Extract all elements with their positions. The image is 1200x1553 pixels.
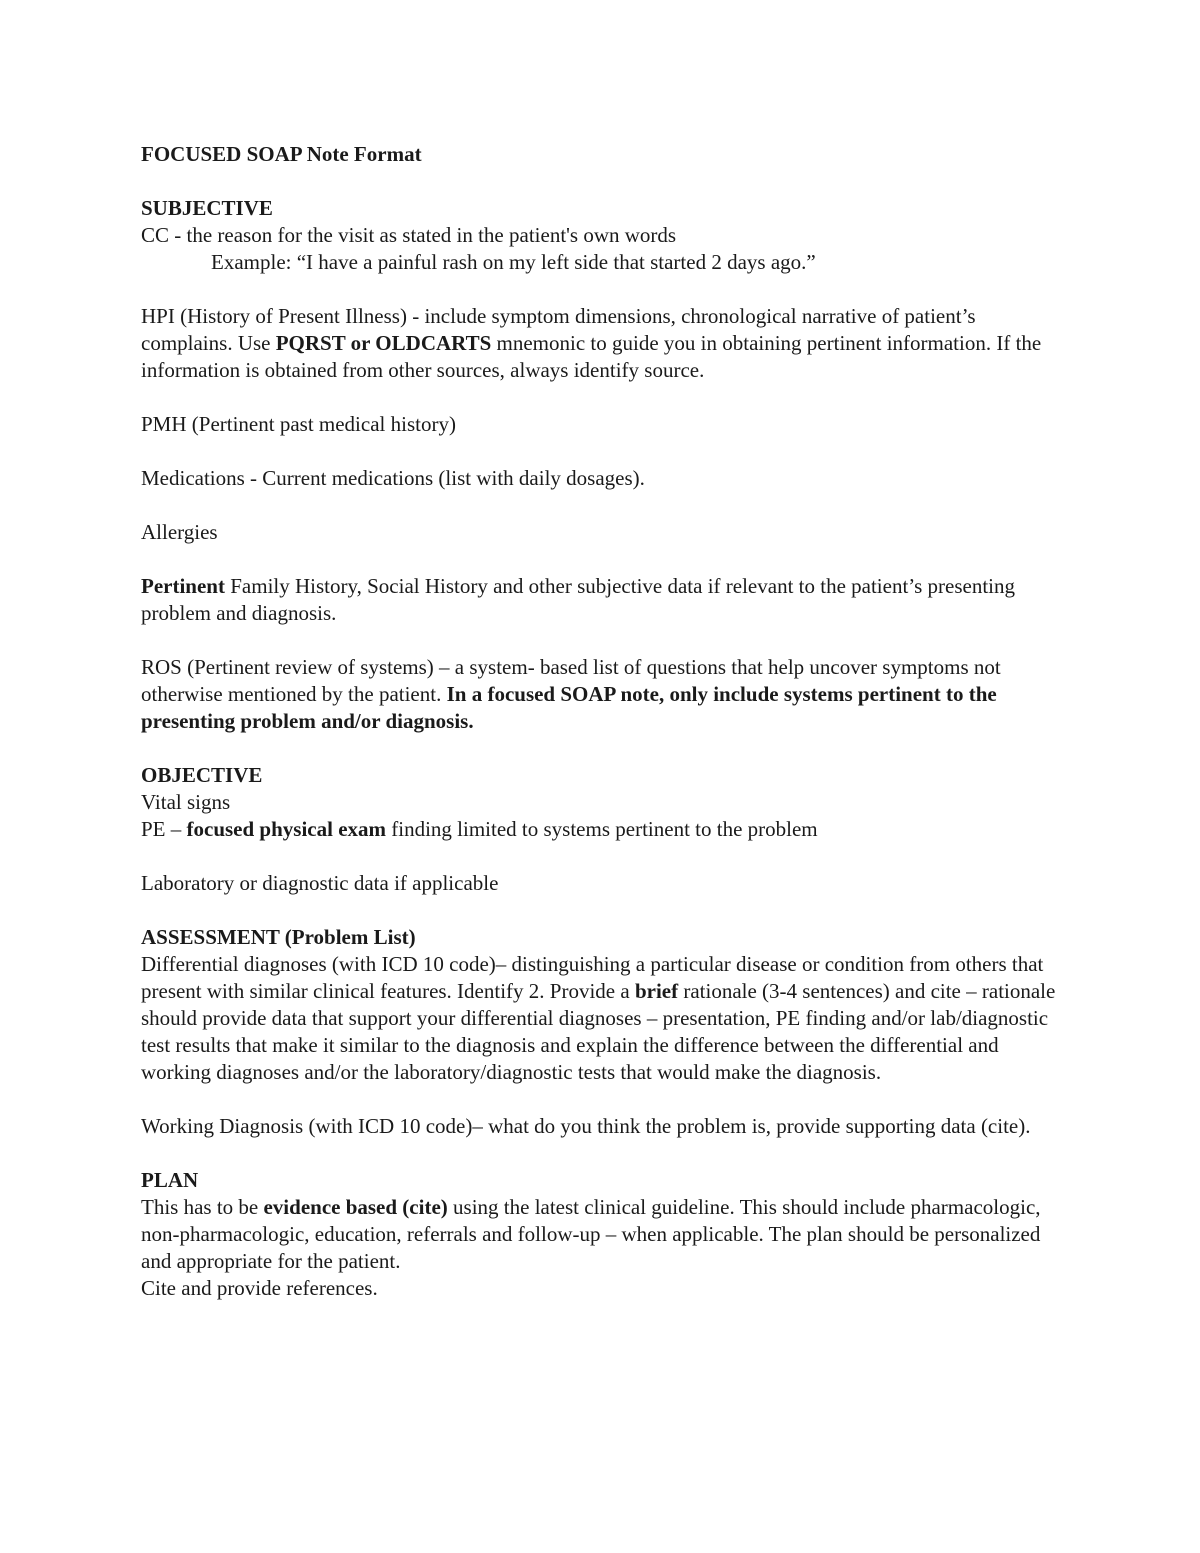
plan-heading: PLAN bbox=[141, 1168, 199, 1192]
cc-text: CC - the reason for the visit as stated in the patient's own words bbox=[141, 223, 677, 247]
objective-heading: OBJECTIVE bbox=[141, 763, 263, 787]
subjective-heading: SUBJECTIVE bbox=[141, 196, 273, 220]
hpi-text-start: HPI (History of Present Illness) - include symptom dimensions, chronological narrative of patient’s complains. Use bbox=[141, 304, 976, 355]
working-diagnosis-text: Working Diagnosis (with ICD 10 code)– what do you think the problem is, provide supporting data (cite). bbox=[141, 1114, 1031, 1138]
plan-paragraph bbox=[141, 1194, 1061, 1275]
pmh-text: PMH (Pertinent past medical history) bbox=[141, 412, 456, 436]
labs-text: Laboratory or diagnostic data if applicable bbox=[141, 871, 499, 895]
allergies-text: Allergies bbox=[141, 520, 218, 544]
plan-cite-text: Cite and provide references. bbox=[141, 1276, 378, 1300]
plan-text-end: using the latest clinical guideline. This should include pharmacologic, non-pharmacologic, education, referrals and follow-up – when applicable. The plan should be personalized and appropriate for the patient. bbox=[141, 1195, 1041, 1273]
ros-paragraph bbox=[141, 654, 1061, 735]
pertinent-paragraph bbox=[141, 573, 1061, 627]
ros-emphasis: In a focused SOAP note, only include systems pertinent to the presenting problem and/or diagnosis. bbox=[141, 682, 997, 733]
document-title: FOCUSED SOAP Note Format bbox=[141, 142, 422, 166]
plan-emphasis: evidence based (cite) bbox=[263, 1195, 448, 1219]
hpi-mnemonic: PQRST or OLDCARTS bbox=[275, 331, 492, 355]
pertinent-bold: Pertinent bbox=[141, 574, 225, 598]
hpi-text-end: mnemonic to guide you in obtaining pertinent information. If the information is obtained from other sources, always identify source. bbox=[141, 331, 1042, 382]
differential-emphasis: brief bbox=[634, 979, 679, 1003]
pe-paragraph bbox=[141, 816, 1061, 843]
differential-paragraph bbox=[141, 951, 1061, 1086]
medications-text: Medications - Current medications (list with daily dosages). bbox=[141, 466, 645, 490]
assessment-heading: ASSESSMENT (Problem List) bbox=[141, 925, 416, 949]
pertinent-text: Family History, Social History and other subjective data if relevant to the patient’s presenting problem and diagnosis. bbox=[141, 574, 1016, 625]
differential-text-end: rationale (3-4 sentences) and cite – rationale should provide data that support your differential diagnoses – presentation, PE finding and/or lab/diagnostic test results that make it similar to the diagnosis and explain the difference between the differential and working diagnoses and/or the laboratory/diagnostic tests that would make the diagnosis. bbox=[141, 979, 1056, 1084]
ros-text: ROS (Pertinent review of systems) – a system- based list of questions that help uncover symptoms not otherwise mentioned by the patient. bbox=[141, 655, 1001, 706]
document-body bbox=[141, 141, 1061, 1302]
plan-text-start: This has to be bbox=[141, 1195, 264, 1219]
differential-text-start: Differential diagnoses (with ICD 10 code)– distinguishing a particular disease or condition from others that present with similar clinical features. Identify 2. Provide a bbox=[141, 952, 1044, 1003]
pe-text-start: PE – bbox=[141, 817, 187, 841]
hpi-paragraph bbox=[141, 303, 1061, 384]
pe-text-end: finding limited to systems pertinent to the problem bbox=[386, 817, 818, 841]
vital-signs-text: Vital signs bbox=[141, 790, 231, 814]
pe-emphasis: focused physical exam bbox=[186, 817, 387, 841]
cc-example: Example: “I have a painful rash on my left side that started 2 days ago.” bbox=[211, 250, 816, 274]
